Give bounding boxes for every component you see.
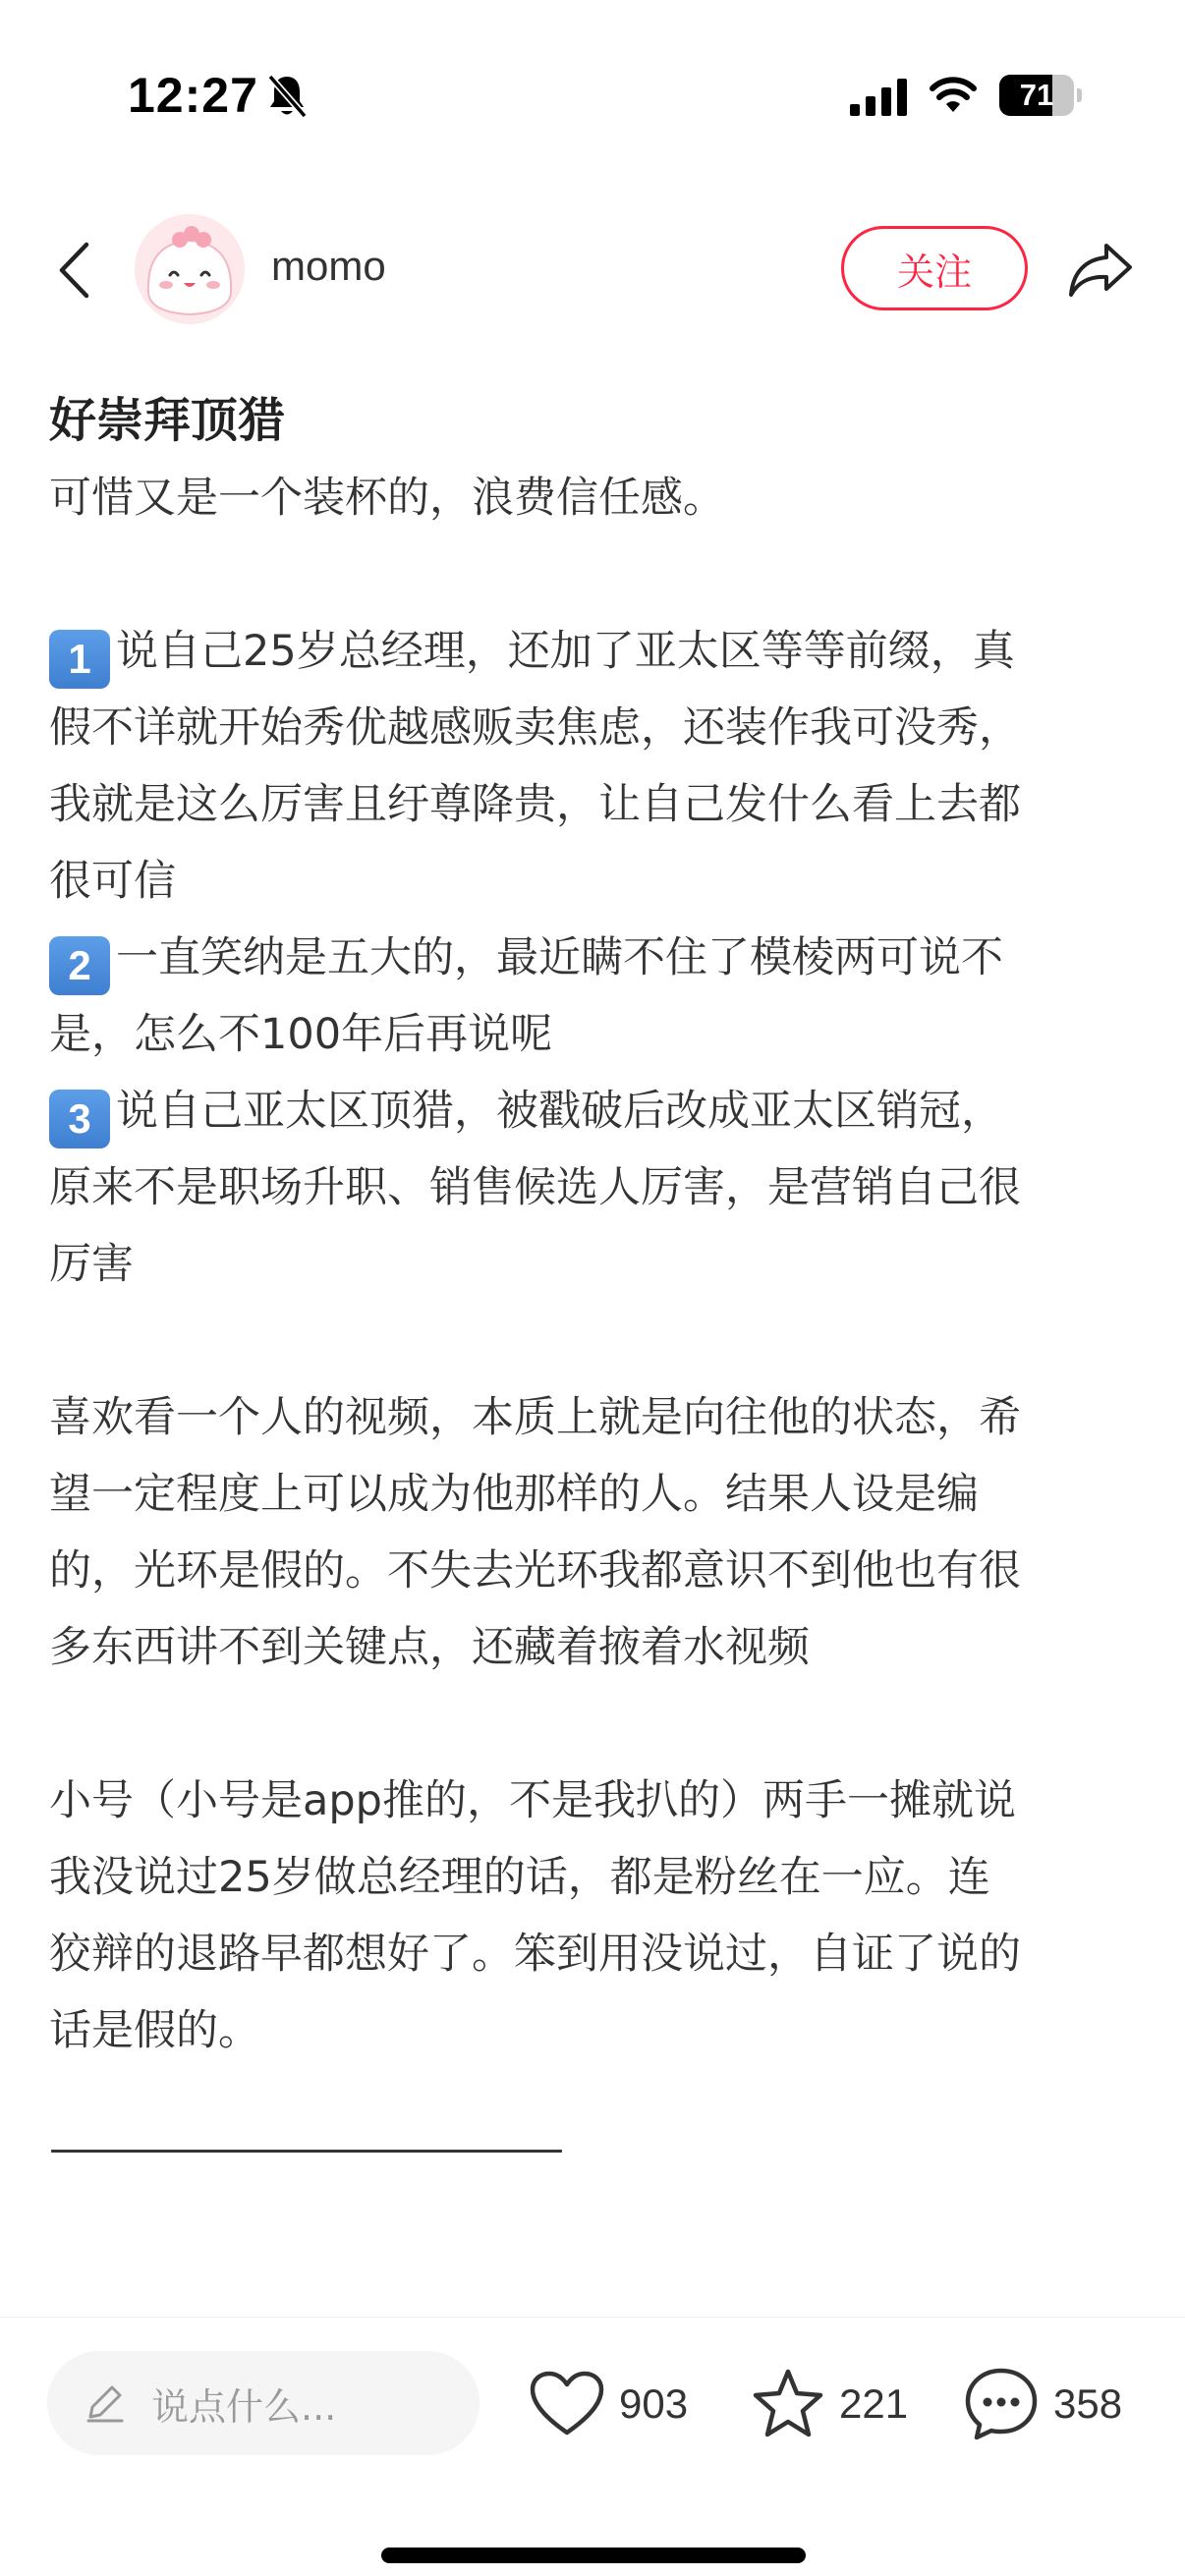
status-bar	[0, 0, 1185, 187]
post-line	[49, 920, 1140, 996]
post-line	[49, 1073, 1140, 1149]
post-content	[49, 385, 1140, 2187]
username[interactable]: momo	[271, 243, 386, 289]
battery-icon	[999, 75, 1082, 116]
post-line	[49, 1379, 1140, 1456]
post-line-text: 说自己25岁总经理，还加了亚太区等等前缀，真	[116, 627, 1015, 676]
home-indicator[interactable]	[381, 2548, 806, 2563]
comment-count: 358	[1053, 2380, 1123, 2427]
chevron-left-icon	[57, 241, 90, 300]
comment-input[interactable]	[47, 2351, 480, 2455]
comment-bubble-icon	[963, 2366, 1040, 2442]
number-keycap-icon: 1	[49, 630, 110, 689]
post-line-text: 一直笑纳是五大的，最近瞒不住了模棱两可说不	[116, 933, 1003, 982]
post-line-text: 可惜又是一个装杯的，浪费信任感。	[49, 474, 725, 523]
post-line	[49, 1533, 1140, 1609]
post-line-text: 是，怎么不100年后再说呢	[49, 1010, 553, 1059]
post-line	[49, 1303, 1140, 1379]
avatar[interactable]	[135, 214, 245, 324]
share-arrow-icon	[1067, 240, 1134, 299]
post-line-text: 说自己亚太区顶猎，被戳破后改成亚太区销冠，	[116, 1087, 1003, 1136]
post-divider: ——————————————	[49, 2124, 558, 2173]
post-line	[49, 766, 1140, 843]
comment-button[interactable]	[963, 2365, 1122, 2443]
post-title: 好崇拜顶猎	[49, 393, 286, 448]
post-line	[49, 1916, 1140, 1992]
post-line-text: 厉害	[49, 1240, 134, 1289]
post-line-text: 的，光环是假的。不失去光环我都意识不到他也有很	[49, 1546, 1021, 1596]
number-keycap-icon: 2	[49, 936, 110, 995]
collect-button[interactable]	[751, 2365, 908, 2443]
post-line	[49, 690, 1140, 766]
bottom-action-bar	[0, 2317, 1185, 2576]
number-keycap-icon: 3	[49, 1090, 110, 1148]
pen-icon	[83, 2381, 126, 2425]
post-line-text: 我没说过25岁做总经理的话，都是粉丝在一应。连	[49, 1853, 990, 1902]
post-line	[49, 1456, 1140, 1533]
post-line-text: 望一定程度上可以成为他那样的人。结果人设是编	[49, 1470, 979, 1519]
post-body	[49, 460, 1140, 2069]
star-icon	[751, 2368, 825, 2440]
share-button[interactable]	[1061, 232, 1140, 307]
battery-level: 71	[1019, 78, 1054, 112]
post-line-text: 我就是这么厉害且纡尊降贵，让自己发什么看上去都	[49, 780, 1021, 829]
wifi-icon	[929, 75, 978, 114]
post-line-text: 话是假的。	[49, 2006, 260, 2055]
post-line-text: 喜欢看一个人的视频，本质上就是向往他的状态，希	[49, 1393, 1021, 1442]
post-line-text: 小号（小号是app推的，不是我扒的）两手一摊就说	[49, 1776, 1016, 1825]
post-line	[49, 536, 1140, 613]
post-line-text: 狡辩的退路早都想好了。笨到用没说过，自证了说的	[49, 1930, 1021, 1979]
comment-placeholder: 说点什么...	[151, 2384, 337, 2429]
back-button[interactable]	[39, 234, 108, 307]
collect-count: 221	[839, 2380, 909, 2427]
heart-icon	[529, 2370, 605, 2438]
post-line	[49, 996, 1140, 1073]
bell-slash-icon	[265, 73, 309, 120]
avatar-image	[135, 214, 245, 324]
like-button[interactable]	[529, 2365, 688, 2443]
post-line	[49, 1763, 1140, 1839]
post-line	[49, 460, 1140, 536]
status-time: 12:27	[128, 68, 258, 123]
cellular-signal-icon	[850, 79, 907, 116]
follow-button[interactable]: 关注	[841, 226, 1028, 310]
post-line	[49, 1686, 1140, 1763]
post-line	[49, 1609, 1140, 1686]
post-line-text: 假不详就开始秀优越感贩卖焦虑，还装作我可没秀，	[49, 703, 1021, 753]
post-line	[49, 1149, 1140, 1226]
post-line	[49, 1839, 1140, 1916]
post-header	[0, 196, 1185, 344]
post-line	[49, 1226, 1140, 1303]
post-line	[49, 843, 1140, 920]
post-line	[49, 1992, 1140, 2069]
post-line-text: 多东西讲不到关键点，还藏着掖着水视频	[49, 1623, 810, 1672]
post-line-text: 原来不是职场升职、销售候选人厉害，是营销自己很	[49, 1163, 1021, 1212]
like-count: 903	[619, 2380, 689, 2427]
post-line	[49, 613, 1140, 690]
post-line-text: 很可信	[49, 857, 176, 906]
